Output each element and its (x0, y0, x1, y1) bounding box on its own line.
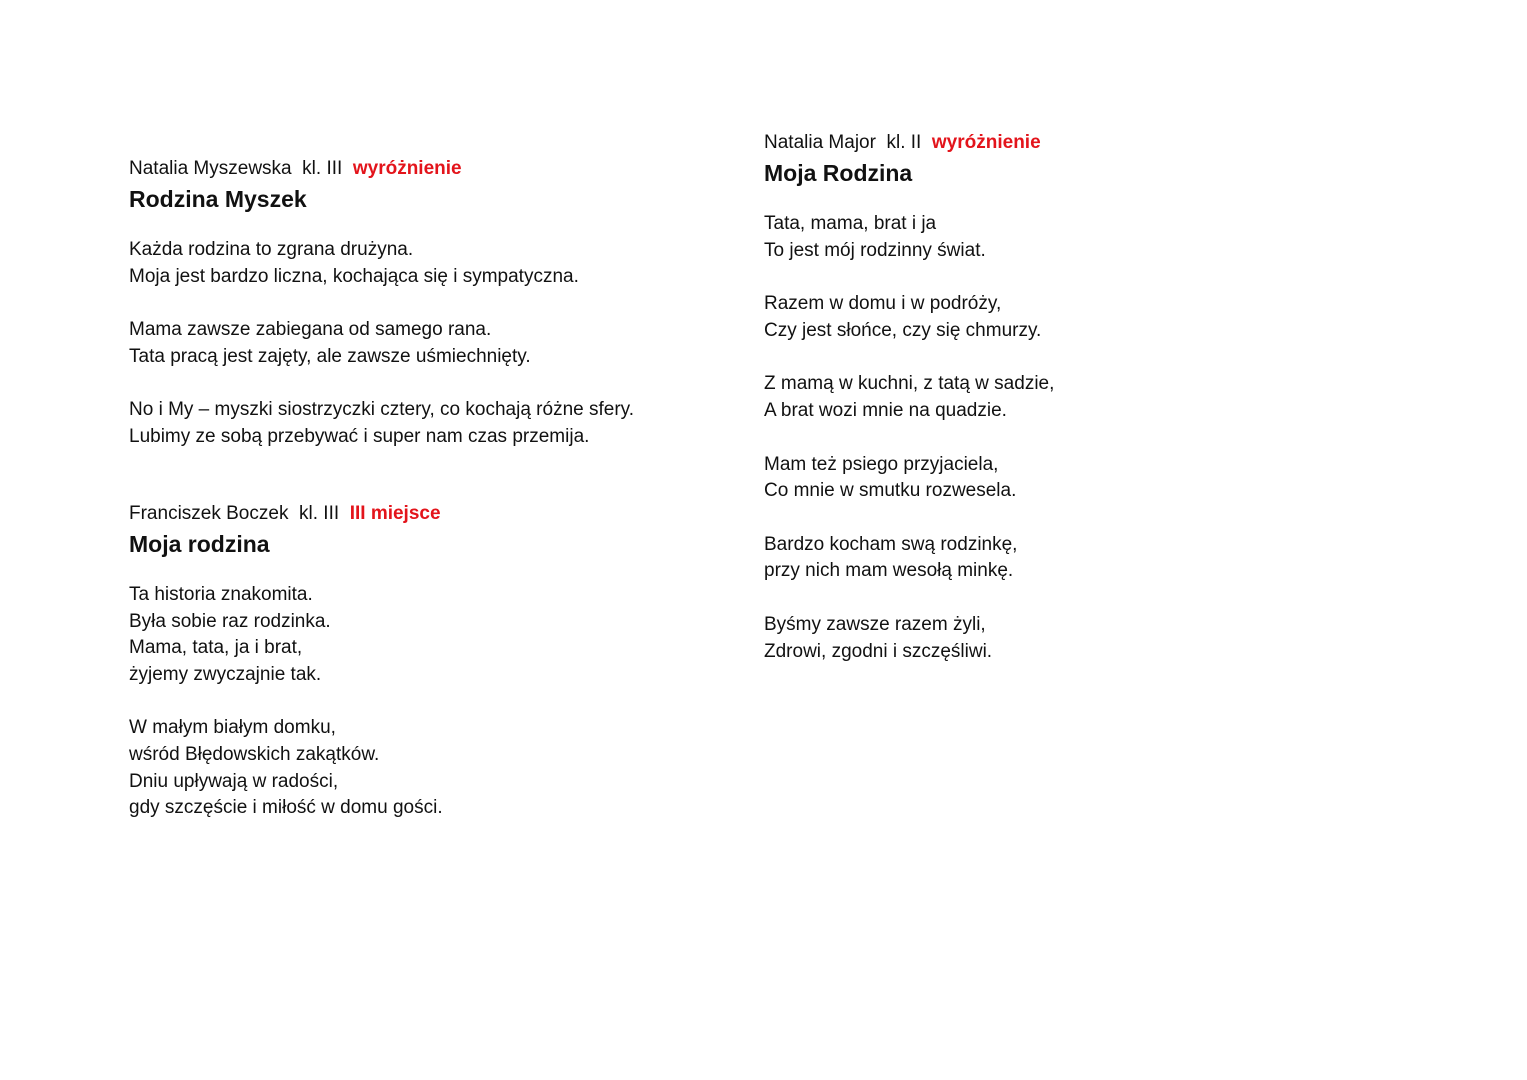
verse-line: Tata pracą jest zajęty, ale zawsze uśmiechnięty. (129, 345, 531, 367)
verse-line: wśród Błędowskich zakątków. (129, 743, 380, 765)
stanza (129, 237, 634, 290)
verse-line: Tata, mama, brat i ja (764, 213, 937, 234)
poem-moja-rodzina (129, 501, 443, 849)
poem-title: Moja Rodzina (764, 160, 913, 186)
stanza (129, 715, 443, 821)
author-name: Natalia Myszewska (129, 158, 292, 179)
verse-line: gdy szczęście i miłość w domu gości. (129, 797, 443, 819)
verse-line: Moja jest bardzo liczna, kochająca się i sympatyczna. (129, 265, 579, 287)
stanza (129, 317, 634, 370)
author-name: Natalia Major (764, 132, 876, 153)
verse-line: Lubimy ze sobą przebywać i super nam czas przemija. (129, 425, 590, 447)
stanza (129, 397, 634, 450)
verse-line: Była sobie raz rodzinka. (129, 610, 331, 632)
stanza (764, 211, 1054, 264)
verse-line: A brat wozi mnie na quadzie. (764, 399, 1007, 421)
poem-body (129, 582, 443, 822)
class-level: kl. II (886, 132, 922, 153)
verse-line: Co mnie w smutku rozwesela. (764, 480, 1017, 502)
verse-line: Byśmy zawsze razem żyli, (764, 613, 986, 635)
poem-rodzina-myszek (129, 156, 634, 478)
stanza (764, 291, 1054, 344)
poem-title: Moja rodzina (129, 531, 270, 557)
class-level: kl. III (302, 158, 343, 179)
award-label: wyróżnienie (931, 132, 1041, 153)
class-level: kl. III (299, 503, 340, 524)
verse-line: Mam też psiego przyjaciela, (764, 453, 999, 475)
verse-line: przy nich mam wesołą minkę. (764, 560, 1014, 582)
verse-line: No i My – myszki siostrzyczki cztery, co kochają różne sfery. (129, 399, 635, 421)
verse-line: Z mamą w kuchni, z tatą w sadzie, (764, 373, 1055, 395)
verse-line: To jest mój rodzinny świat. (764, 239, 986, 261)
verse-line: Zdrowi, zgodni i szczęśliwi. (764, 640, 993, 662)
verse-line: Każda rodzina to zgrana drużyna. (129, 239, 414, 260)
author-name: Franciszek Boczek (129, 503, 289, 524)
verse-line: Razem w domu i w podróży, (764, 293, 1002, 315)
poem-meta (129, 501, 443, 527)
award-label: wyróżnienie (352, 158, 462, 179)
poem-title: Rodzina Myszek (129, 186, 307, 212)
stanza (764, 371, 1054, 424)
verse-line: Mama, tata, ja i brat, (129, 637, 303, 659)
award-label: III miejsce (349, 503, 441, 524)
verse-line: Mama zawsze zabiegana od samego rana. (129, 319, 492, 341)
stanza (129, 582, 443, 688)
poem-meta (764, 130, 1054, 156)
verse-line: Bardzo kocham swą rodzinkę, (764, 533, 1018, 555)
verse-line: Czy jest słońce, czy się chmurzy. (764, 319, 1042, 341)
verse-line: W małym białym domku, (129, 717, 336, 739)
verse-line: Ta historia znakomita. (129, 584, 313, 605)
stanza (764, 612, 1054, 665)
poem-body (129, 237, 634, 451)
stanza (764, 452, 1054, 505)
poem-body (764, 211, 1054, 665)
stanza (764, 532, 1054, 585)
verse-line: Dniu upływają w radości, (129, 770, 339, 792)
poem-moja-rodzina-major (764, 130, 1054, 692)
poem-meta (129, 156, 634, 182)
verse-line: żyjemy zwyczajnie tak. (129, 663, 322, 685)
